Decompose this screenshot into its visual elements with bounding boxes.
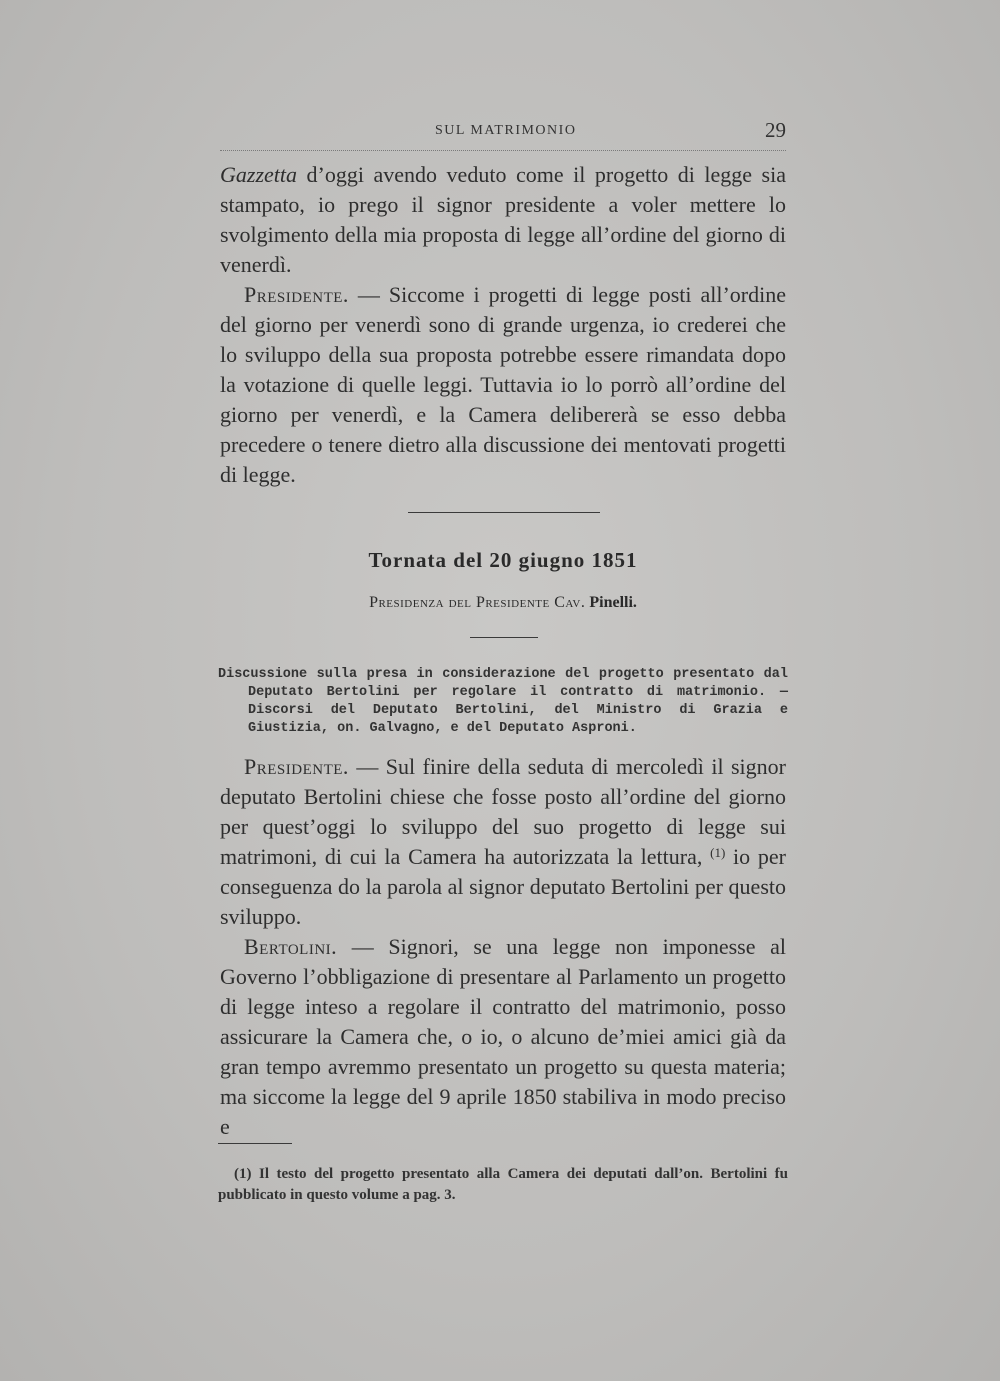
president-reply-text: — Siccome i progetti di legge posti all’ordine del giorno per venerdì sono di grande urgenza, io crederei che lo sviluppo della sua proposta potrebbe essere rimandata dopo la votazione di quelle leggi. Tuttavia io lo porrò all’ordine del giorno per venerdì, e la Camera delibererà se esso debba precedere o tenere dietro alla discussione dei mentovati progetti di legge.: [220, 282, 786, 487]
presidency-name: Pinelli.: [585, 594, 637, 611]
presidency-line: [220, 594, 786, 612]
footnote-reference: (1): [710, 845, 726, 860]
footnote: [218, 1164, 788, 1206]
running-head: [220, 120, 786, 151]
speaker-bertolini: Bertolini.: [244, 934, 338, 959]
footnote-number: (1): [234, 1166, 252, 1182]
president-opening-text-b: io per conseguenza do la parola al signor deputato Bertolini per questo sviluppo.: [220, 844, 787, 929]
continuation-paragraph-text: d’oggi avendo veduto come il progetto di legge sia stampato, io prego il signor presidente a voler mettere lo svolgimento della mia proposta di legge all’ordine del giorno di venerdì.: [220, 162, 786, 277]
footnote-text: Il testo del progetto presentato alla Camera dei deputati dall’on. Bertolini fu pubblicato in questo volume a pag. 3.: [218, 1166, 788, 1203]
session-summary: [218, 666, 788, 738]
footnote-rule: [218, 1143, 292, 1144]
page-number: 29: [765, 118, 786, 142]
continuation-text: [220, 160, 786, 490]
president-opening-text-a: — Sul finire della seduta di mercoledì il signor deputato Bertolini chiese che fosse posto all’ordine del giorno per quest’oggi lo sviluppo del suo progetto di legge sui matrimoni, di cui la Camera ha autorizzata la lettura,: [220, 754, 786, 869]
speaker-presidente-2: Presidente.: [244, 754, 349, 779]
bertolini-text: — Signori, se una legge non imponesse al Governo l’obbligazione di presentare al Parlamento un progetto di legge inteso a regolare il contratto del matrimonio, posso assicurare la Camera che, o io, o alcuno de’miei amici già da gran tempo avremmo presentato un progetto su questa materia; ma siccome la legge del 9 aprile 1850 stabiliva in modo preciso e: [220, 934, 786, 1139]
president-opening-paragraph: [220, 752, 786, 932]
session-title: Tornata del 20 giugno 1851: [368, 548, 638, 572]
session-body: [220, 752, 786, 1142]
bertolini-paragraph: [220, 932, 786, 1142]
presidency-label: Presidenza del Presidente Cav.: [369, 594, 586, 611]
running-head-title: SUL MATRIMONIO: [435, 123, 577, 138]
short-divider: [470, 637, 538, 638]
section-divider: [408, 512, 600, 513]
speaker-presidente: Presidente.: [244, 282, 349, 307]
session-summary-text: Discussione sulla presa in considerazione del progetto presentato dal Deputato Bertolini per regolare il contratto di matrimonio. — Discorsi del Deputato Bertolini, del Ministro di Grazia e Giustizia, on. Galvagno, e del Deputato Asproni.: [218, 667, 788, 736]
footnote-paragraph: [218, 1164, 788, 1206]
gazzetta-word: Gazzetta: [220, 162, 297, 187]
president-reply-paragraph: [220, 280, 786, 490]
continuation-paragraph: [220, 160, 786, 280]
